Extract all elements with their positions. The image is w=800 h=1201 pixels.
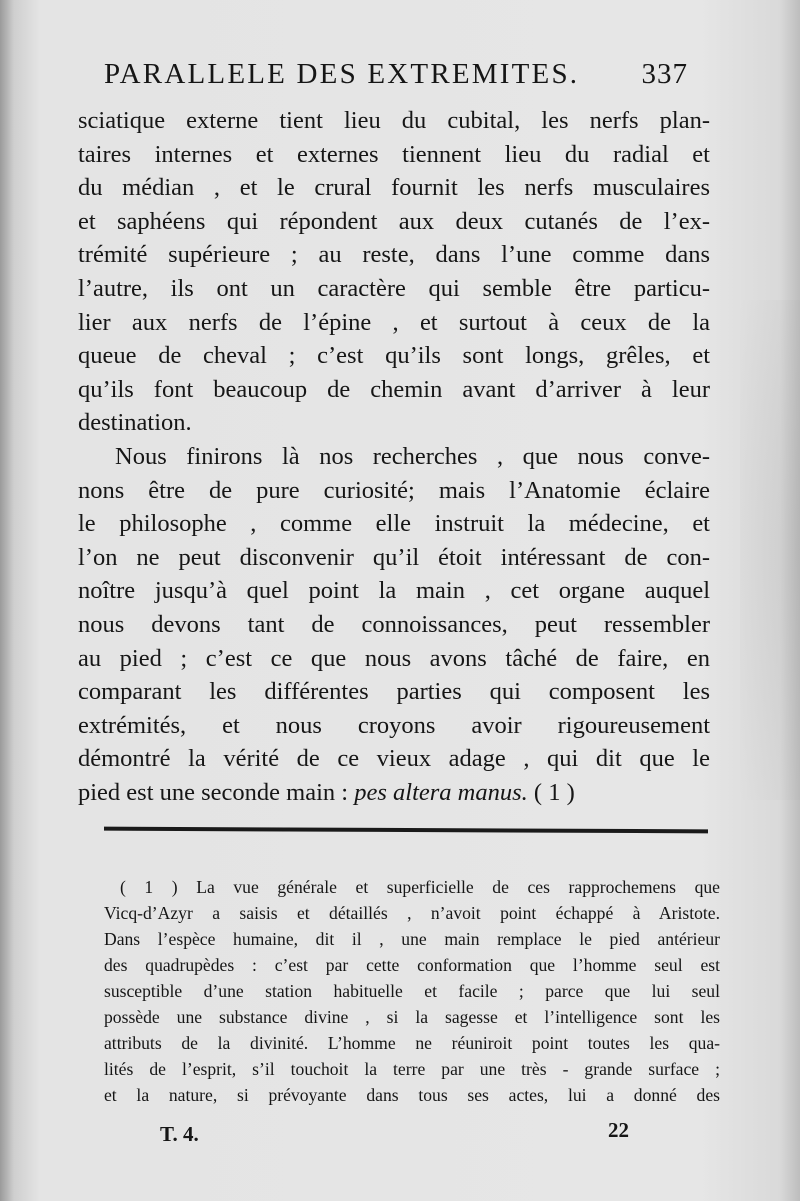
footnote-line: Vicq-d’Azyr a saisis et détaillés , n’avoit point échappé à Aristote. [104,903,720,923]
footnote-line: lités de l’esprit, s’il touchoit la terre par une très - grande surface ; [104,1059,720,1079]
footnote-line: des quadrupèdes : c’est par cette conformation que l’homme seul est [104,955,720,975]
footnote-line: susceptible d’une station habituelle et facile ; parce que lui seul [104,981,720,1001]
running-head: PARALLELE DES EXTREMITES. [104,58,580,90]
footnote-line: et la nature, si prévoyante dans tous ses actes, lui a donné des [104,1085,720,1105]
text-line: sciatique externe tient lieu du cubital, les nerfs plan- [78,107,710,134]
footnote [104,874,720,1108]
text-line: lier aux nerfs de l’épine , et surtout à ceux de la [78,308,710,336]
footnote-line: ( 1 ) La vue générale et superficielle de ces rapprochemens que [120,877,720,897]
text-line: du médian , et le crural fournit les nerfs musculaires [78,174,710,202]
text-line: démontré la vérité de ce vieux adage , qui dit que le [78,745,710,773]
text-line: taires internes et externes tiennent lieu du radial et [78,140,710,168]
text-line: comparant les différentes parties qui composent les [78,678,710,706]
footnote-line: attributs de la divinité. L’homme ne réuniroit point toutes les qua- [104,1033,720,1053]
text-line: le philosophe , comme elle instruit la médecine, et [78,510,710,538]
text-line: Nous finirons là nos recherches , que nous conve- [115,442,710,470]
bleed-through-shadow [740,300,800,800]
text-line: extrémités, et nous croyons avoir rigoureusement [78,711,710,739]
text-line: l’on ne peut disconvenir qu’il étoit intéressant de con- [78,543,710,571]
text-line: l’autre, ils ont un caractère qui semble être particu- [78,274,710,302]
text-line: nous devons tant de connoissances, peut ressembler [78,610,710,638]
paragraph-2 [78,440,710,810]
gathering-signature: 22 [608,1118,629,1142]
footnote-reference: ( 1 ) [527,778,575,806]
text-line: queue de cheval ; c’est qu’ils sont longs, grêles, et [78,342,710,370]
main-text [78,104,710,809]
paragraph-1 [78,104,710,440]
text-line-final [78,776,710,810]
text-line: qu’ils font beaucoup de chemin avant d’arriver à leur [78,375,710,403]
text-line: destination. [78,409,192,437]
text-line: et saphéens qui répondent aux deux cutanés de l’ex- [78,207,710,235]
text-line: au pied ; c’est ce que nous avons tâché de faire, en [78,644,710,672]
text-line: noître jusqu’à quel point la main , cet organe auquel [78,577,710,605]
page-number: 337 [641,58,688,90]
volume-signature: T. 4. [160,1122,199,1146]
footnote-separator-rule [104,827,708,834]
footnote-line: possède une substance divine , si la sagesse et l’intelligence sont les [104,1007,720,1027]
text-line: trémité supérieure ; au reste, dans l’une comme dans [78,241,710,269]
footnote-line: Dans l’espèce humaine, dit il , une main remplace le pied antérieur [104,929,720,949]
page-header [104,58,688,98]
final-line-text: pied est une seconde main : [78,778,355,806]
text-line: nons être de pure curiosité; mais l’Anatomie éclaire [78,476,710,504]
latin-adage: pes altera manus. [354,778,528,806]
